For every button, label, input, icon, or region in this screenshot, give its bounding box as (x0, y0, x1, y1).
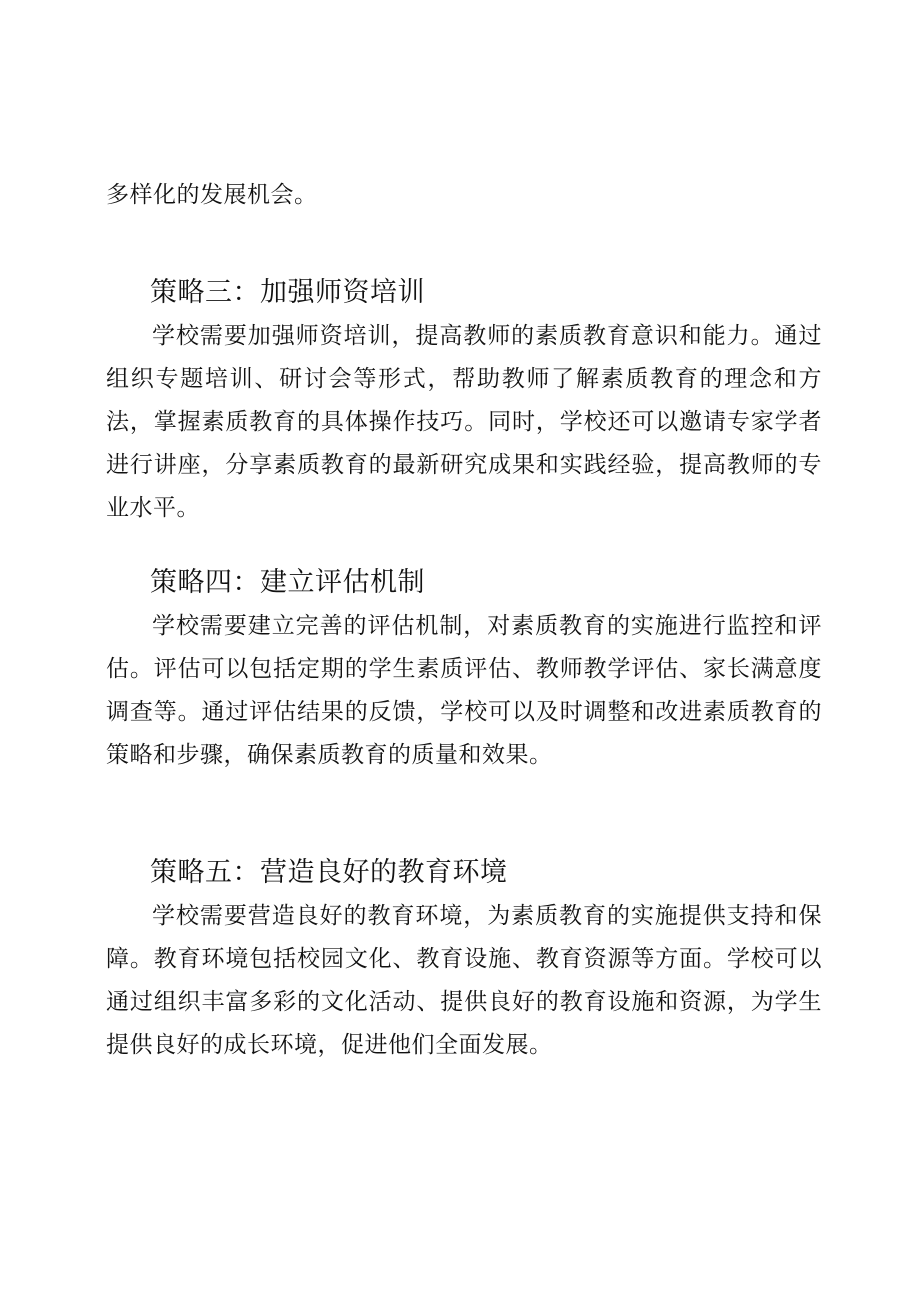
section-strategy-three (106, 273, 822, 530)
section-strategy-five (106, 853, 822, 1067)
section-paragraph: 学校需要加强师资培训，提高教师的素质教育意识和能力。通过组织专题培训、研讨会等形式，帮助教师了解素质教育的理念和方法，掌握素质教育的具体操作技巧。同时，学校还可以邀请专家学者进行讲座，分享素质教育的最新研究成果和实践经验，提高教师的专业水平。 (106, 323, 822, 521)
section-paragraph: 学校需要建立完善的评估机制，对素质教育的实施进行监控和评估。评估可以包括定期的学生素质评估、教师教学评估、家长满意度调查等。通过评估结果的反馈，学校可以及时调整和改进素质教育的策略和步骤，确保素质教育的质量和效果。 (106, 613, 822, 768)
section-heading: 策略三：加强师资培训 (150, 277, 425, 308)
section-strategy-four (106, 563, 822, 777)
section-heading: 策略四：建立评估机制 (150, 567, 425, 598)
section-heading: 策略五：营造良好的教育环境 (150, 857, 508, 888)
section-paragraph: 学校需要营造良好的教育环境，为素质教育的实施提供支持和保障。教育环境包括校园文化、教育设施、教育资源等方面。学校可以通过组织丰富多彩的文化活动、提供良好的教育设施和资源，为学生提供良好的成长环境，促进他们全面发展。 (106, 903, 822, 1058)
continuation-text: 多样化的发展机会。 (106, 182, 318, 208)
